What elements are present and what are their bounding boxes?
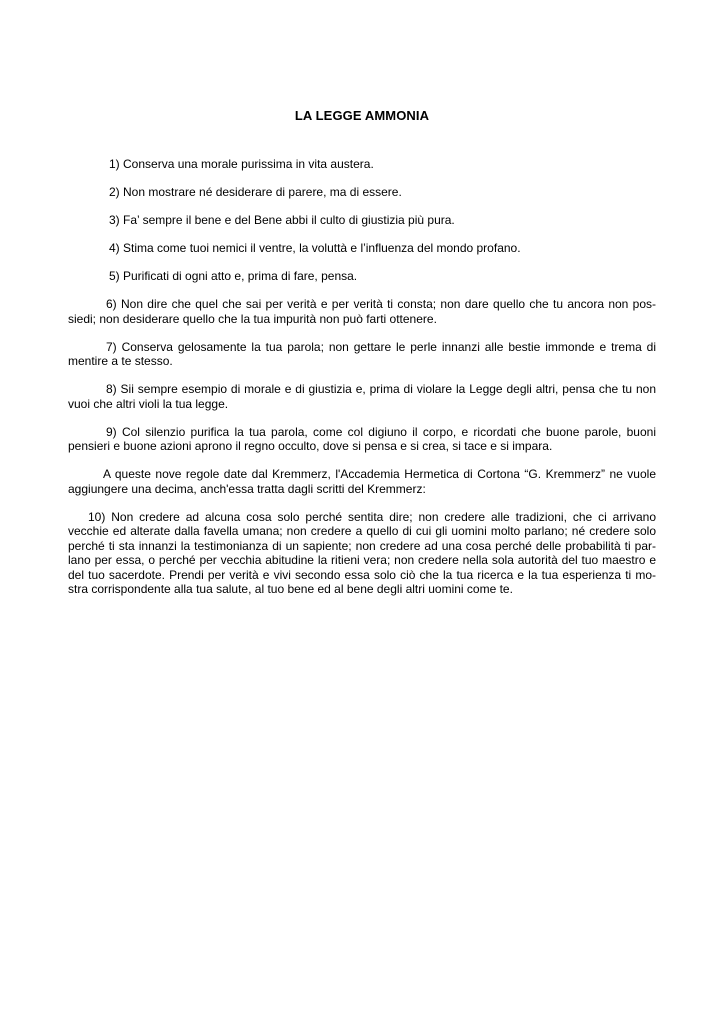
rule-2: 2) Non mostrare né desiderare di parere, ma di essere. (109, 185, 402, 199)
document-body (68, 157, 656, 610)
document-title: LA LEGGE AMMONIA (294, 108, 430, 123)
intro-paragraph: A queste nove regole date dal Kremmerz, l'Accademia Hermetica di Cortona “G. Kremmerz” ne vuole aggiungere una decima, anch'essa tratta dagli scritti del Kremmerz: (68, 467, 656, 496)
rule-8: 8) Sii sempre esempio di morale e di giustizia e, prima di violare la Legge degli altri, pensa che tu non vuoi che altri violi la tua legge. (68, 382, 656, 411)
rule-4: 4) Stima come tuoi nemici il ventre, la voluttà e l’influenza del mondo profano. (109, 241, 521, 255)
rule-7: 7) Conserva gelosamente la tua parola; non gettare le perle innanzi alle bestie immonde e trema di mentire a te stesso. (68, 339, 656, 368)
rule-1: 1) Conserva una morale purissima in vita austera. (109, 157, 374, 171)
rule-3: 3) Fa’ sempre il bene e del Bene abbi il culto di giustizia più pura. (109, 213, 455, 227)
rule-10: 10) Non credere ad alcuna cosa solo perché sentita dire; non credere alle tradizioni, che ci arrivano vecchie ed alterate dalla favella umana; non credere a quello di cui gli uomini molto parlano; né credere solo perché ti sta innanzi la testimonianza di un sapiente; non credere ad una cosa perché delle probabilità ti par-lano per essa, o perché per vecchia abitudine la ritieni vera; non credere nella sola autorità del tuo maestro e del tuo sacerdote. Prendi per verità e vivi secondo essa solo ciò che la tua ricerca e la tua esperienza ti mo-stra corrispondente alla tua salute, al tuo bene ed al bene degli altri uomini come te. (68, 509, 656, 596)
rule-6: 6) Non dire che quel che sai per verità e per verità ti consta; non dare quello che tu ancora non pos-siedi; non desiderare quello che la tua impurità non può farti ottenere. (68, 297, 656, 326)
rule-9: 9) Col silenzio purifica la tua parola, come col digiuno il corpo, e ricordati che buone parole, buoni pensieri e buone azioni aprono il regno occulto, dove si pensa e si crea, si tace e si impara. (68, 424, 656, 453)
rule-5: 5) Purificati di ogni atto e, prima di fare, pensa. (109, 269, 358, 283)
